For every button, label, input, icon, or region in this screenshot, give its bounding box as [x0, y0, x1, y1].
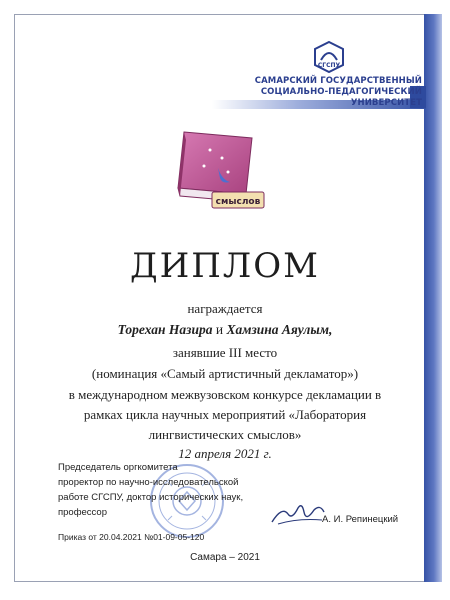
- recipient-names: [0, 322, 450, 338]
- recipient-name-2: Хамзина Аяулым,: [226, 322, 333, 337]
- university-logo-icon: [312, 40, 346, 74]
- university-name-line2: СОЦИАЛЬНО-ПЕДАГОГИЧЕСКИЙ УНИВЕРСИТЕТ: [260, 87, 422, 108]
- recipient-names-conjunction: и: [212, 322, 227, 337]
- place-and-year: Самара – 2021: [190, 552, 260, 563]
- signatory-line-2: проректор по научно-исследовательской: [58, 477, 239, 488]
- signatory-name: А. И. Репинецкий: [322, 514, 399, 525]
- awarded-text: награждается: [187, 301, 263, 316]
- handwritten-signature-icon: [268, 500, 328, 530]
- emblem-label: смыслов: [215, 197, 261, 207]
- diploma-title: ДИПЛОМ: [129, 246, 320, 286]
- signatory-line-1: Председатель оргкомитета: [58, 462, 178, 473]
- svg-text:СГСПУ: СГСПУ: [317, 62, 341, 69]
- award-date: 12 апреля 2021 г.: [178, 446, 272, 461]
- nomination-text: (номинация «Самый артистичный декламатор»): [91, 366, 359, 381]
- description-line-2: рамках цикла научных мероприятий «Лаборатория: [83, 407, 367, 422]
- place-text: занявшие III место: [172, 345, 278, 360]
- side-decorative-band: [424, 14, 442, 582]
- signatory-block: [58, 460, 278, 520]
- description-line-3: лингвистических смыслов»: [148, 427, 302, 442]
- university-name: [252, 76, 422, 109]
- order-reference: Приказ от 20.04.2021 №01-09-05-120: [58, 532, 205, 542]
- book-emblem-icon: [166, 128, 270, 218]
- signatory-line-4: профессор: [58, 507, 107, 518]
- university-name-line1: САМАРСКИЙ ГОСУДАРСТВЕННЫЙ: [254, 76, 422, 86]
- description-line-1: в международном межвузовском конкурсе декламации в: [68, 387, 382, 402]
- signatory-line-3: работе СГСПУ, доктор исторических наук,: [58, 492, 244, 503]
- recipient-name-1: Торехан Назира: [117, 322, 213, 337]
